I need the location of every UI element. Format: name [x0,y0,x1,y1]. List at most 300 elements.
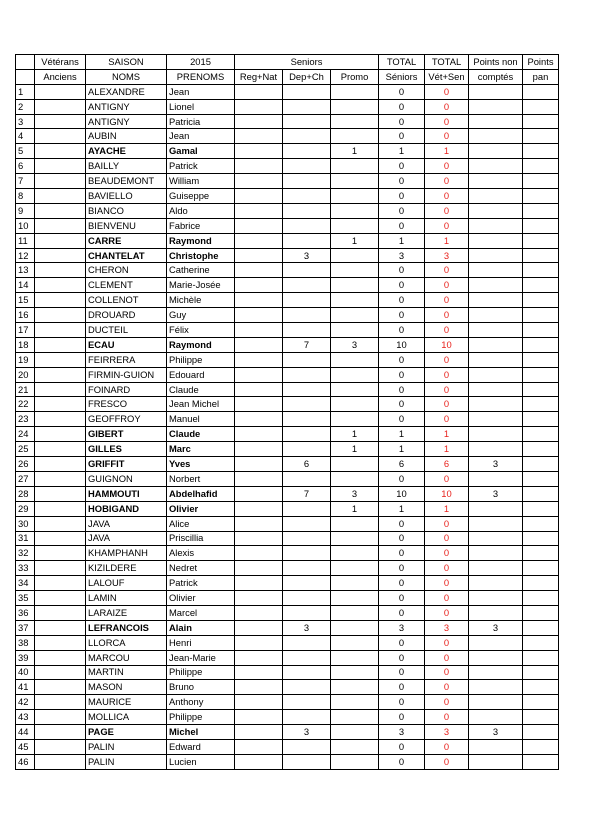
reg-nat-cell [235,397,283,412]
promo-cell [331,367,379,382]
first-name-cell: Patrick [167,159,235,174]
first-name-cell: Norbert [167,471,235,486]
name-cell: GUIGNON [86,471,167,486]
name-cell: JAVA [86,516,167,531]
total-seniors-cell: 0 [379,293,425,308]
first-name-cell: Aldo [167,203,235,218]
total-vet-sen-cell: 0 [425,218,469,233]
row-number: 1 [16,84,35,99]
reg-nat-cell [235,442,283,457]
veterans-anciens-cell [35,620,86,635]
promo-cell [331,710,379,725]
name-cell: AUBIN [86,129,167,144]
row-number: 21 [16,382,35,397]
total-vet-sen-cell: 0 [425,591,469,606]
points-pan-cell [523,427,559,442]
promo-cell [331,248,379,263]
dep-ch-cell [283,605,331,620]
total-vet-sen-cell: 0 [425,739,469,754]
name-cell: COLLENOT [86,293,167,308]
reg-nat-cell [235,546,283,561]
dep-ch-cell [283,174,331,189]
first-name-cell: Marie-Josée [167,278,235,293]
dep-ch-cell [283,203,331,218]
dep-ch-cell [283,352,331,367]
points-pan-cell [523,665,559,680]
points-pan-cell [523,84,559,99]
dep-ch-cell [283,650,331,665]
reg-nat-cell [235,84,283,99]
name-cell: HOBIGAND [86,501,167,516]
table-row [16,248,559,263]
veterans-anciens-cell [35,174,86,189]
promo-cell [331,323,379,338]
table-row [16,754,559,769]
name-cell: BIANCO [86,203,167,218]
table-row [16,739,559,754]
first-name-cell: Fabrice [167,218,235,233]
points-non-comptes-cell: 3 [469,620,523,635]
row-number: 30 [16,516,35,531]
points-pan-cell [523,561,559,576]
veterans-anciens-cell [35,501,86,516]
points-non-comptes-cell [469,516,523,531]
promo-cell: 1 [331,144,379,159]
table-row [16,576,559,591]
promo-cell [331,263,379,278]
first-name-cell: Guy [167,308,235,323]
total-seniors-cell: 0 [379,129,425,144]
reg-nat-cell [235,129,283,144]
points-non-comptes-cell: 3 [469,725,523,740]
row-number: 9 [16,203,35,218]
first-name-cell: Olivier [167,501,235,516]
veterans-anciens-cell [35,323,86,338]
first-name-cell: Alexis [167,546,235,561]
promo-cell [331,650,379,665]
veterans-anciens-cell [35,427,86,442]
promo-cell [331,561,379,576]
points-non-comptes-cell [469,754,523,769]
name-cell: CHERON [86,263,167,278]
points-non-comptes-cell [469,233,523,248]
row-number: 26 [16,457,35,472]
reg-nat-cell [235,278,283,293]
veterans-anciens-cell [35,710,86,725]
row-number: 29 [16,501,35,516]
name-cell: FOINARD [86,382,167,397]
reg-nat-cell [235,665,283,680]
reg-nat-cell [235,263,283,278]
header-veterans: Vétérans [35,55,86,70]
row-number: 35 [16,591,35,606]
reg-nat-cell [235,352,283,367]
header-dep-ch: Dep+Ch [283,69,331,84]
veterans-anciens-cell [35,337,86,352]
row-number: 24 [16,427,35,442]
points-non-comptes-cell [469,84,523,99]
reg-nat-cell [235,308,283,323]
table-row [16,189,559,204]
total-vet-sen-cell: 0 [425,159,469,174]
promo-cell [331,754,379,769]
points-non-comptes-cell [469,99,523,114]
promo-cell [331,99,379,114]
total-seniors-cell: 0 [379,754,425,769]
reg-nat-cell [235,367,283,382]
promo-cell [331,308,379,323]
points-non-comptes-cell [469,665,523,680]
veterans-anciens-cell [35,725,86,740]
total-seniors-cell: 1 [379,233,425,248]
total-vet-sen-cell: 1 [425,233,469,248]
row-number: 17 [16,323,35,338]
points-pan-cell [523,620,559,635]
first-name-cell: Nedret [167,561,235,576]
total-vet-sen-cell: 0 [425,516,469,531]
veterans-anciens-cell [35,144,86,159]
dep-ch-cell [283,442,331,457]
reg-nat-cell [235,725,283,740]
reg-nat-cell [235,293,283,308]
total-seniors-cell: 3 [379,620,425,635]
points-non-comptes-cell: 3 [469,486,523,501]
total-vet-sen-cell: 0 [425,665,469,680]
name-cell: LAMIN [86,591,167,606]
dep-ch-cell [283,308,331,323]
points-non-comptes-cell [469,174,523,189]
row-number: 15 [16,293,35,308]
total-seniors-cell: 0 [379,546,425,561]
reg-nat-cell [235,457,283,472]
veterans-anciens-cell [35,665,86,680]
points-pan-cell [523,650,559,665]
reg-nat-cell [235,99,283,114]
dep-ch-cell [283,382,331,397]
row-number: 7 [16,174,35,189]
total-seniors-cell: 0 [379,516,425,531]
header-seniors: Seniors [235,55,379,70]
table-row [16,710,559,725]
points-non-comptes-cell [469,680,523,695]
promo-cell: 1 [331,427,379,442]
promo-cell [331,516,379,531]
first-name-cell: Marcel [167,605,235,620]
total-seniors-cell: 10 [379,337,425,352]
dep-ch-cell [283,561,331,576]
row-number: 22 [16,397,35,412]
promo-cell [331,189,379,204]
points-non-comptes-cell [469,218,523,233]
first-name-cell: Gamal [167,144,235,159]
points-non-comptes-cell [469,561,523,576]
header-vet-sen-sub: Vét+Sen [425,69,469,84]
veterans-anciens-cell [35,352,86,367]
first-name-cell: Michel [167,725,235,740]
promo-cell [331,471,379,486]
row-number: 14 [16,278,35,293]
first-name-cell: Olivier [167,591,235,606]
name-cell: CLEMENT [86,278,167,293]
veterans-anciens-cell [35,293,86,308]
first-name-cell: Jean-Marie [167,650,235,665]
promo-cell [331,680,379,695]
veterans-anciens-cell [35,635,86,650]
points-non-comptes-cell [469,546,523,561]
points-pan-cell [523,546,559,561]
table-row [16,278,559,293]
reg-nat-cell [235,695,283,710]
dep-ch-cell: 3 [283,248,331,263]
row-number: 34 [16,576,35,591]
table-row [16,635,559,650]
points-non-comptes-cell [469,352,523,367]
points-non-comptes-cell [469,501,523,516]
dep-ch-cell [283,84,331,99]
total-vet-sen-cell: 0 [425,397,469,412]
total-vet-sen-cell: 0 [425,352,469,367]
dep-ch-cell [283,471,331,486]
name-cell: PAGE [86,725,167,740]
points-pan-cell [523,129,559,144]
header-row-2 [16,69,559,84]
dep-ch-cell: 3 [283,620,331,635]
promo-cell: 1 [331,442,379,457]
points-pan-cell [523,710,559,725]
reg-nat-cell [235,561,283,576]
name-cell: AYACHE [86,144,167,159]
points-pan-cell [523,263,559,278]
reg-nat-cell [235,710,283,725]
header-blank-cell [16,55,35,70]
points-non-comptes-cell [469,263,523,278]
row-number: 28 [16,486,35,501]
points-pan-cell [523,352,559,367]
dep-ch-cell [283,278,331,293]
table-row [16,695,559,710]
total-seniors-cell: 1 [379,442,425,457]
name-cell: GIBERT [86,427,167,442]
veterans-anciens-cell [35,382,86,397]
points-pan-cell [523,114,559,129]
reg-nat-cell [235,114,283,129]
table-row [16,233,559,248]
row-number: 27 [16,471,35,486]
first-name-cell: Manuel [167,412,235,427]
promo-cell [331,84,379,99]
points-pan-cell [523,382,559,397]
total-seniors-cell: 0 [379,308,425,323]
total-vet-sen-cell: 0 [425,471,469,486]
table-row [16,159,559,174]
name-cell: ANTIGNY [86,114,167,129]
points-pan-cell [523,159,559,174]
name-cell: LARAIZE [86,605,167,620]
total-vet-sen-cell: 0 [425,293,469,308]
header-total-vet-sen: TOTAL [425,55,469,70]
veterans-anciens-cell [35,308,86,323]
veterans-anciens-cell [35,367,86,382]
table-row [16,397,559,412]
points-pan-cell [523,174,559,189]
veterans-anciens-cell [35,680,86,695]
row-number: 19 [16,352,35,367]
table-row [16,412,559,427]
table-row [16,382,559,397]
name-cell: LLORCA [86,635,167,650]
first-name-cell: Bruno [167,680,235,695]
points-pan-cell [523,397,559,412]
promo-cell [331,546,379,561]
total-seniors-cell: 0 [379,99,425,114]
first-name-cell: Alice [167,516,235,531]
promo-cell [331,278,379,293]
dep-ch-cell: 3 [283,725,331,740]
points-pan-cell [523,457,559,472]
points-pan-cell [523,308,559,323]
total-vet-sen-cell: 0 [425,129,469,144]
veterans-anciens-cell [35,159,86,174]
promo-cell [331,203,379,218]
reg-nat-cell [235,754,283,769]
dep-ch-cell: 7 [283,337,331,352]
total-seniors-cell: 0 [379,680,425,695]
first-name-cell: Raymond [167,233,235,248]
total-vet-sen-cell: 0 [425,710,469,725]
total-seniors-cell: 0 [379,650,425,665]
dep-ch-cell [283,323,331,338]
name-cell: LALOUF [86,576,167,591]
dep-ch-cell [283,710,331,725]
veterans-anciens-cell [35,650,86,665]
row-number: 2 [16,99,35,114]
name-cell: BEAUDEMONT [86,174,167,189]
total-vet-sen-cell: 3 [425,620,469,635]
dep-ch-cell [283,680,331,695]
total-seniors-cell: 0 [379,203,425,218]
points-non-comptes-cell [469,605,523,620]
table-row [16,367,559,382]
total-vet-sen-cell: 0 [425,650,469,665]
total-seniors-cell: 0 [379,531,425,546]
results-table [15,54,559,770]
promo-cell [331,114,379,129]
points-non-comptes-cell [469,159,523,174]
total-vet-sen-cell: 0 [425,695,469,710]
dep-ch-cell [283,99,331,114]
total-seniors-cell: 0 [379,159,425,174]
first-name-cell: Jean [167,84,235,99]
veterans-anciens-cell [35,129,86,144]
dep-ch-cell [283,739,331,754]
first-name-cell: Michèle [167,293,235,308]
points-non-comptes-cell [469,427,523,442]
first-name-cell: Christophe [167,248,235,263]
dep-ch-cell [283,397,331,412]
total-vet-sen-cell: 0 [425,367,469,382]
table-row [16,471,559,486]
table-row [16,665,559,680]
header-seniors-sub: Séniors [379,69,425,84]
points-pan-cell [523,367,559,382]
dep-ch-cell [283,546,331,561]
header-prenoms: PRENOMS [167,69,235,84]
name-cell: HAMMOUTI [86,486,167,501]
table-row [16,337,559,352]
first-name-cell: Henri [167,635,235,650]
reg-nat-cell [235,323,283,338]
dep-ch-cell [283,501,331,516]
name-cell: BIENVENU [86,218,167,233]
points-pan-cell [523,248,559,263]
header-blank-cell [16,69,35,84]
dep-ch-cell [283,531,331,546]
points-non-comptes-cell [469,248,523,263]
points-pan-cell [523,218,559,233]
row-number: 20 [16,367,35,382]
row-number: 40 [16,665,35,680]
header-row-1 [16,55,559,70]
dep-ch-cell [283,159,331,174]
promo-cell [331,129,379,144]
veterans-anciens-cell [35,516,86,531]
veterans-anciens-cell [35,84,86,99]
name-cell: PALIN [86,739,167,754]
name-cell: LEFRANCOIS [86,620,167,635]
row-number: 46 [16,754,35,769]
dep-ch-cell [283,293,331,308]
total-seniors-cell: 1 [379,501,425,516]
points-non-comptes-cell [469,189,523,204]
first-name-cell: Jean Michel [167,397,235,412]
row-number: 33 [16,561,35,576]
total-seniors-cell: 0 [379,591,425,606]
reg-nat-cell [235,337,283,352]
dep-ch-cell [283,189,331,204]
first-name-cell: Abdelhafid [167,486,235,501]
total-vet-sen-cell: 0 [425,605,469,620]
promo-cell [331,605,379,620]
row-number: 38 [16,635,35,650]
dep-ch-cell: 7 [283,486,331,501]
points-pan-cell [523,337,559,352]
veterans-anciens-cell [35,248,86,263]
reg-nat-cell [235,382,283,397]
first-name-cell: Raymond [167,337,235,352]
row-number: 6 [16,159,35,174]
table-row [16,263,559,278]
promo-cell [331,665,379,680]
veterans-anciens-cell [35,471,86,486]
total-seniors-cell: 0 [379,114,425,129]
first-name-cell: Patrick [167,576,235,591]
total-seniors-cell: 0 [379,739,425,754]
points-pan-cell [523,754,559,769]
table-body [16,84,559,769]
points-pan-cell [523,635,559,650]
row-number: 8 [16,189,35,204]
reg-nat-cell [235,650,283,665]
total-vet-sen-cell: 0 [425,278,469,293]
reg-nat-cell [235,189,283,204]
total-seniors-cell: 0 [379,84,425,99]
table-row [16,293,559,308]
promo-cell [331,739,379,754]
points-non-comptes-cell [469,576,523,591]
table-row [16,457,559,472]
table-row [16,174,559,189]
veterans-anciens-cell [35,739,86,754]
